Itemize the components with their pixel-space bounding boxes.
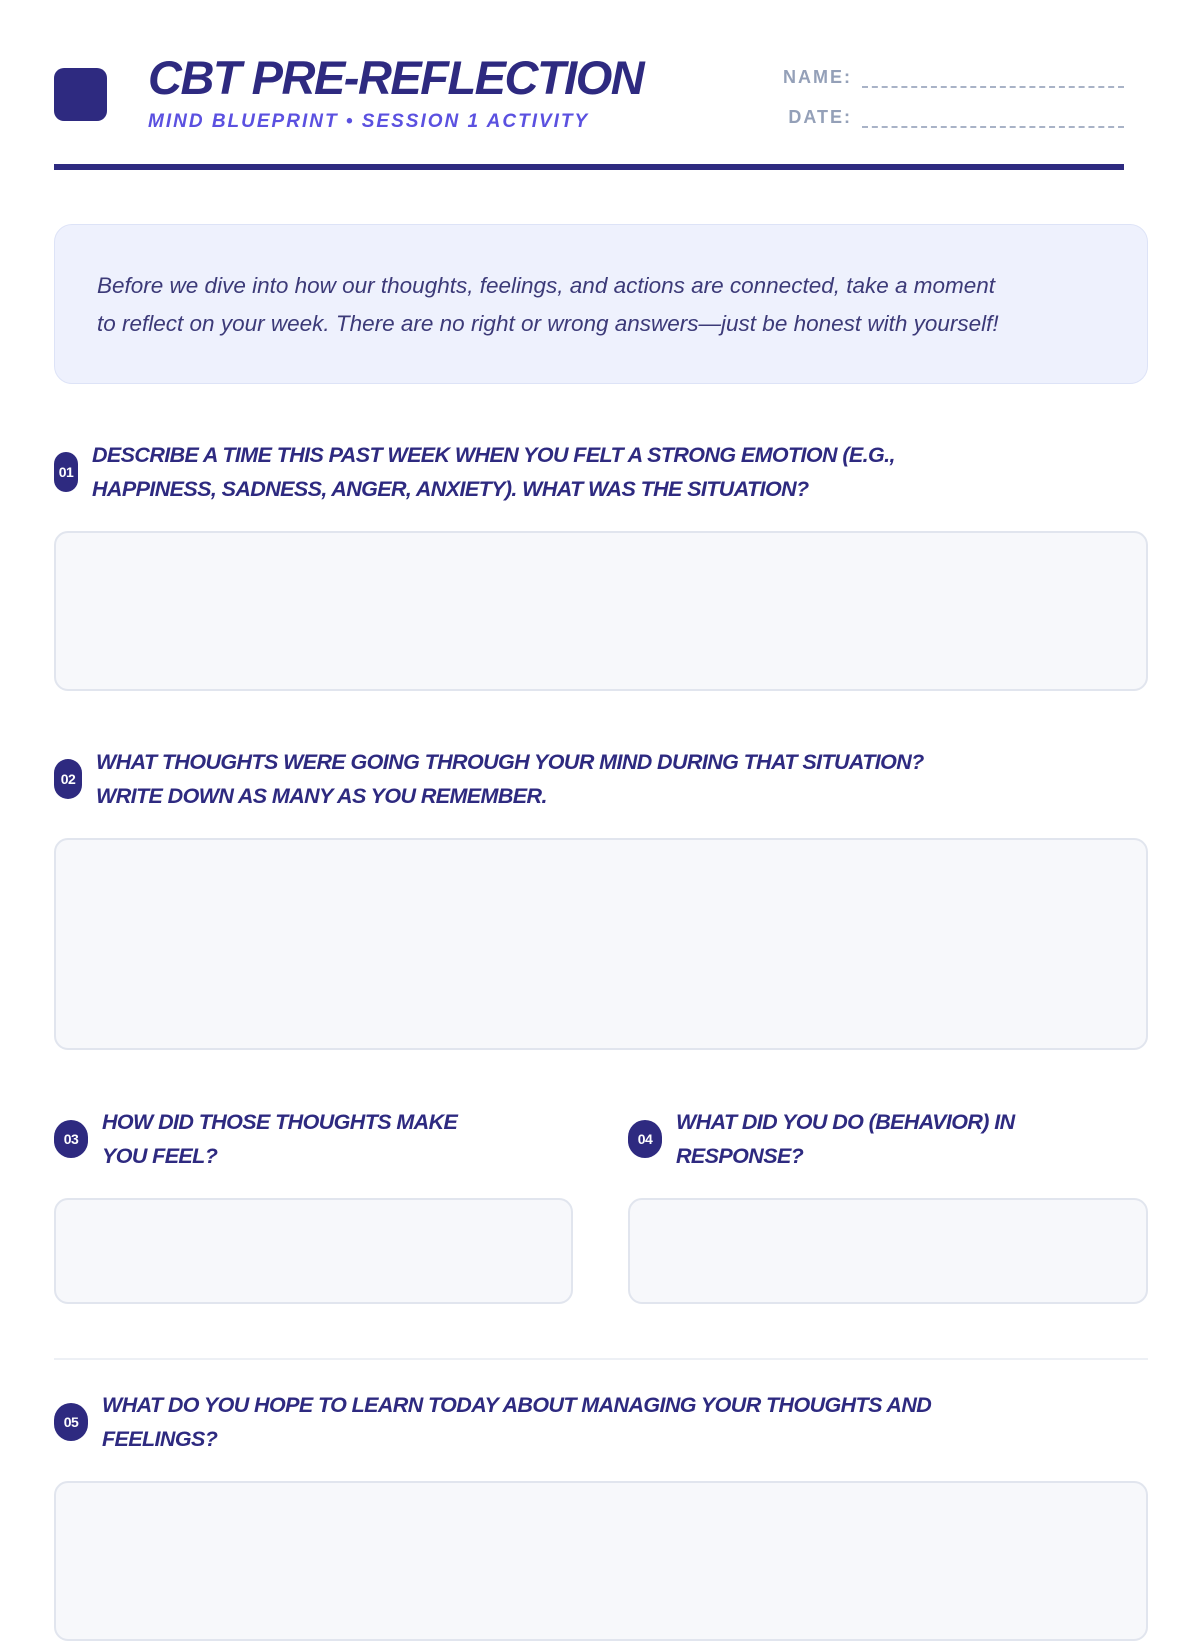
question-text-line-2: WRITE DOWN AS MANY AS YOU REMEMBER. (96, 784, 547, 808)
question-05-heading (54, 1388, 1148, 1456)
answer-box-03[interactable] (54, 1198, 573, 1304)
question-03-heading (54, 1105, 574, 1173)
question-01-heading (54, 438, 1148, 506)
question-text (92, 438, 895, 506)
question-text (676, 1105, 1015, 1173)
question-number-badge: 04 (628, 1120, 662, 1158)
answer-box-01[interactable] (54, 531, 1148, 691)
intro-box (54, 224, 1148, 384)
answer-box-02[interactable] (54, 838, 1148, 1050)
worksheet-header (54, 0, 1124, 170)
question-number-badge: 02 (54, 759, 82, 799)
answer-box-04[interactable] (628, 1198, 1148, 1304)
question-text-line-2: HAPPINESS, SADNESS, ANGER, ANXIETY). WHAT WAS THE SITUATION? (92, 477, 809, 501)
question-text (102, 1388, 931, 1456)
question-04-heading (628, 1105, 1148, 1173)
name-field-row (764, 62, 1124, 88)
date-input-line[interactable] (862, 108, 1124, 128)
name-date-fields (764, 62, 1124, 142)
logo-mark (54, 68, 107, 121)
question-text-line-1: WHAT THOUGHTS WERE GOING THROUGH YOUR MIND DURING THAT SITUATION? (96, 750, 924, 774)
intro-text-line-1: Before we dive into how our thoughts, feelings, and actions are connected, take a moment (97, 273, 996, 298)
question-number-badge: 03 (54, 1120, 88, 1158)
date-label: DATE: (788, 107, 852, 127)
question-text-line-2: YOU FEEL? (102, 1144, 218, 1168)
question-text-line-1: HOW DID THOSE THOUGHTS MAKE (102, 1110, 458, 1134)
question-text-line-1: DESCRIBE A TIME THIS PAST WEEK WHEN YOU FELT A STRONG EMOTION (E.G., (92, 443, 895, 467)
page-title: CBT PRE-REFLECTION (148, 51, 644, 104)
question-number-badge: 05 (54, 1403, 88, 1441)
question-text-line-2: FEELINGS? (102, 1427, 218, 1451)
section-divider (54, 1358, 1148, 1360)
date-field-row (764, 102, 1124, 128)
answer-box-05[interactable] (54, 1481, 1148, 1641)
question-text-line-1: WHAT DID YOU DO (BEHAVIOR) IN (676, 1110, 1015, 1134)
question-number-badge: 01 (54, 452, 78, 492)
question-text-line-1: WHAT DO YOU HOPE TO LEARN TODAY ABOUT MANAGING YOUR THOUGHTS AND (102, 1393, 932, 1417)
question-text (96, 745, 924, 813)
name-label: NAME: (783, 67, 852, 87)
intro-text-line-2: to reflect on your week. There are no right or wrong answers—just be honest with yourself! (97, 311, 999, 336)
question-02-heading (54, 745, 1148, 813)
question-text-line-2: RESPONSE? (676, 1144, 804, 1168)
name-input-line[interactable] (862, 68, 1124, 88)
page-subtitle: MIND BLUEPRINT • SESSION 1 ACTIVITY (148, 111, 590, 132)
question-text (102, 1105, 457, 1173)
